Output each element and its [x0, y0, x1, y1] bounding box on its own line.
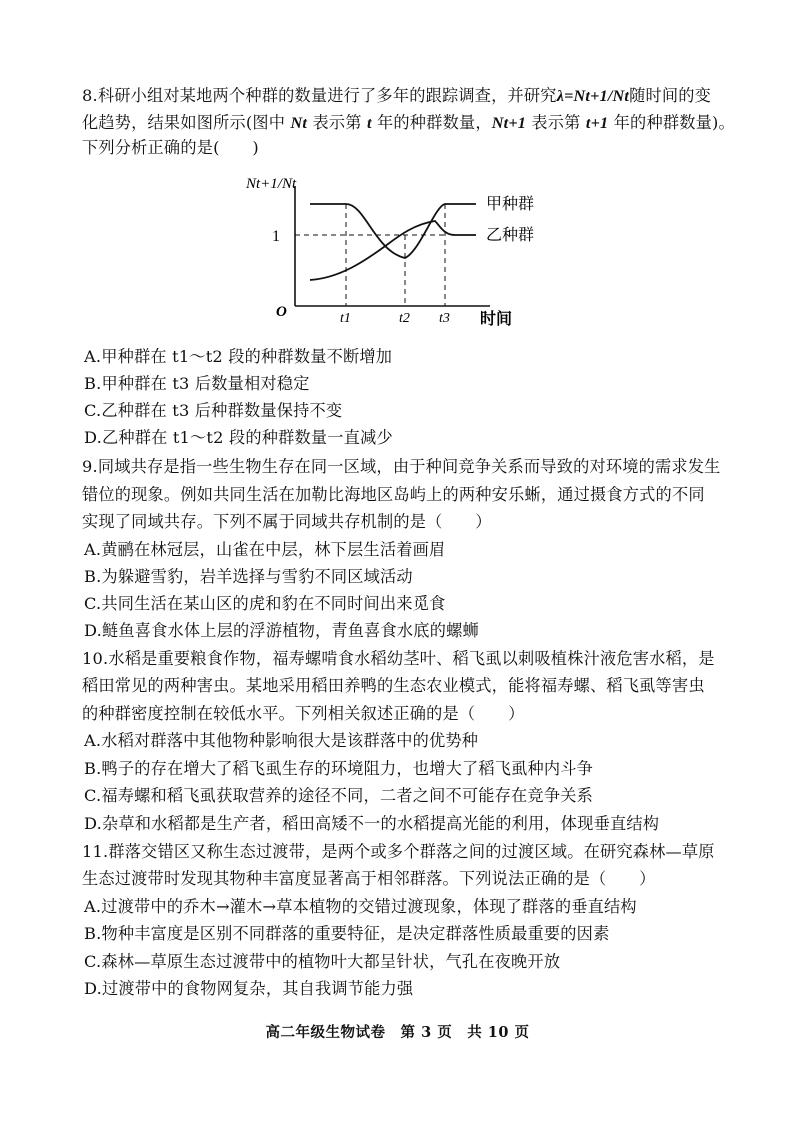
q8-stem-line-2	[82, 112, 735, 134]
q8-nt1-symbol: Nt+1	[491, 114, 527, 132]
q9-option-c: C.共同生活在某山区的虎和豹在不同时间出来觅食	[84, 594, 446, 613]
q8-stem-text-c: 化趋势，结果如图所示(图中	[82, 113, 291, 132]
x-axis-label: 时间	[480, 309, 513, 328]
series-jia-label: 甲种群	[486, 194, 535, 213]
q10-stem-line-2: 稻田常见的两种害虫。某地采用稻田养鸭的生态农业模式，能将福寿螺、稻飞虱等害虫	[82, 676, 705, 695]
origin-label: O	[276, 304, 287, 320]
q10-option-b: B.鸭子的存在增大了稻飞虱生存的环境阻力，也增大了稻飞虱种内斗争	[84, 759, 594, 778]
x-tick-t2: t2	[399, 311, 410, 326]
q8-option-a: A.甲种群在 t1～t2 段的种群数量不断增加	[84, 347, 393, 366]
q9-option-a: A.黄鹂在林冠层，山雀在中层，林下层生活着画眉	[84, 540, 446, 559]
q9-option-b: B.为躲避雪豹，岩羊选择与雪豹不同区域活动	[84, 567, 413, 586]
q8-option-d: D.乙种群在 t1～t2 段的种群数量一直减少	[84, 428, 393, 447]
q8-t-symbol: t	[366, 114, 372, 132]
series-jia-curve	[310, 204, 476, 258]
q9-stem-line-1: 9.同域共存是指一些生物生存在同一区域，由于种间竞争关系而导致的对环境的需求发生	[82, 457, 721, 476]
q9-option-d: D.鲢鱼喜食水体上层的浮游植物，青鱼喜食水底的螺蛳	[84, 621, 479, 640]
q8-option-b: B.甲种群在 t3 后数量相对稳定	[84, 374, 310, 393]
q8-stem-text-g: 年的种群数量)。	[608, 113, 735, 132]
q10-stem-line-3: 的种群密度控制在较低水平。下列相关叙述正确的是（ ）	[82, 704, 525, 723]
y-axis-label: Nt+1/Nt	[246, 176, 297, 192]
q11-option-a: A.过渡带中的乔木→灌木→草本植物的交错过渡现象，体现了群落的垂直结构	[84, 897, 637, 916]
q8-stem-text-b: 随时间的变	[629, 86, 712, 105]
q8-option-c: C.乙种群在 t3 后种群数量保持不变	[84, 401, 343, 420]
q9-stem-line-2: 错位的现象。例如共同生活在加勒比海地区岛屿上的两种安乐蜥，通过摄食方式的不同	[82, 485, 705, 504]
q8-stem-text-a: 8.科研小组对某地两个种群的数量进行了多年的跟踪调查，并研究	[82, 86, 557, 105]
q9-stem-line-3: 实现了同域共存。下列不属于同域共存机制的是（ ）	[82, 512, 492, 531]
q10-stem-line-1: 10.水稻是重要粮食作物，福寿螺啃食水稻幼茎叶、稻飞虱以刺吸植株汁液危害水稻，是	[82, 649, 715, 668]
q10-option-d: D.杂草和水稻都是生产者，稻田高矮不一的水稻提高光能的利用，体现垂直结构	[84, 814, 660, 833]
q10-option-c: C.福寿螺和稻飞虱获取营养的途径不同，二者之间不可能存在竞争关系	[84, 786, 593, 805]
q8-stem-line-1	[82, 85, 711, 107]
q8-nt-symbol: Nt	[290, 114, 308, 132]
page-footer: 高二年级生物试卷 第 3 页 共 10 页	[265, 1024, 530, 1041]
x-tick-t3: t3	[439, 311, 450, 326]
y-tick-one: 1	[272, 228, 280, 245]
q11-stem-line-1: 11.群落交错区又称生态过渡带，是两个或多个群落之间的过渡区域。在研究森林—草原	[82, 842, 715, 861]
q8-t1-symbol: t+1	[585, 114, 609, 132]
q10-option-a: A.水稻对群落中其他物种影响很大是该群落中的优势种	[84, 731, 479, 750]
q11-option-d: D.过渡带中的食物网复杂，其自我调节能力强	[84, 979, 414, 998]
q11-option-b: B.物种丰富度是区别不同群落的重要特征，是决定群落性质最重要的因素	[84, 924, 610, 943]
q8-stem-line-3: 下列分析正确的是( )	[82, 138, 259, 157]
x-tick-t1: t1	[340, 311, 351, 326]
q8-stem-text-d: 表示第	[307, 113, 367, 132]
q11-option-c: C.森林—草原生态过渡带中的植物叶大都呈针状，气孔在夜晚开放	[84, 952, 561, 971]
population-ratio-graph	[240, 166, 560, 332]
q11-stem-line-2: 生态过渡带时发现其物种丰富度显著高于相邻群落。下列说法正确的是（ ）	[82, 869, 656, 888]
series-yi-label: 乙种群	[486, 225, 535, 244]
q8-stem-text-f: 表示第	[526, 113, 586, 132]
q8-lambda-formula: λ=Nt+1/Nt	[556, 87, 630, 105]
q8-stem-text-e: 年的种群数量，	[371, 113, 492, 132]
series-yi-curve	[310, 221, 476, 280]
